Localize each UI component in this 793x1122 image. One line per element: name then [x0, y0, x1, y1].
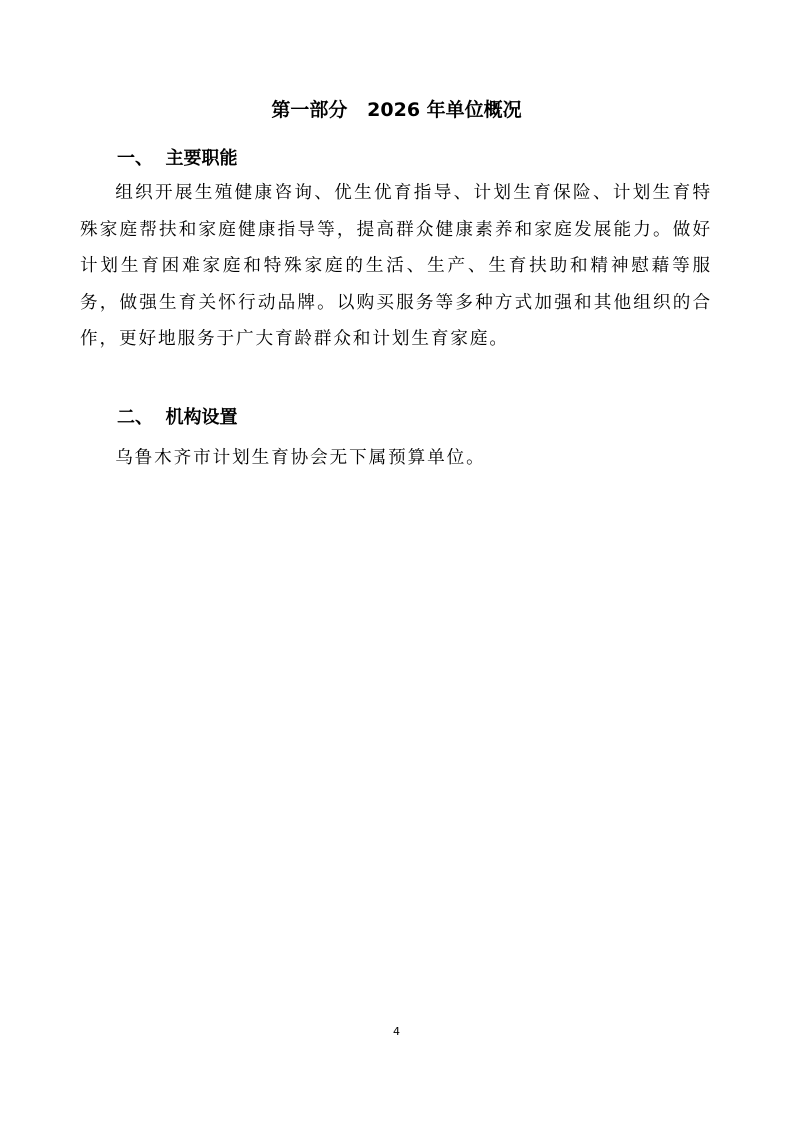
page-title: 第一部分 2026 年单位概况: [271, 99, 522, 121]
section-heading-organization: 二、 机构设置: [117, 407, 238, 428]
section-body-main-functions: 组织开展生殖健康咨询、优生优育指导、计划生育保险、计划生育特殊家庭帮扶和家庭健康指导等，提高群众健康素养和家庭发展能力。做好计划生育困难家庭和特殊家庭的生活、生产、生育扶助和精神慰藉等服务，做强生育关怀行动品牌。以购买服务等多种方式加强和其他组织的合作，更好地服务于广大育龄群众和计划生育家庭。: [80, 183, 712, 349]
page-number: 4: [393, 1025, 400, 1038]
section-body-organization: 乌鲁木齐市计划生育协会无下属预算单位。: [115, 448, 486, 468]
section-heading-main-functions: 一、 主要职能: [117, 148, 238, 169]
